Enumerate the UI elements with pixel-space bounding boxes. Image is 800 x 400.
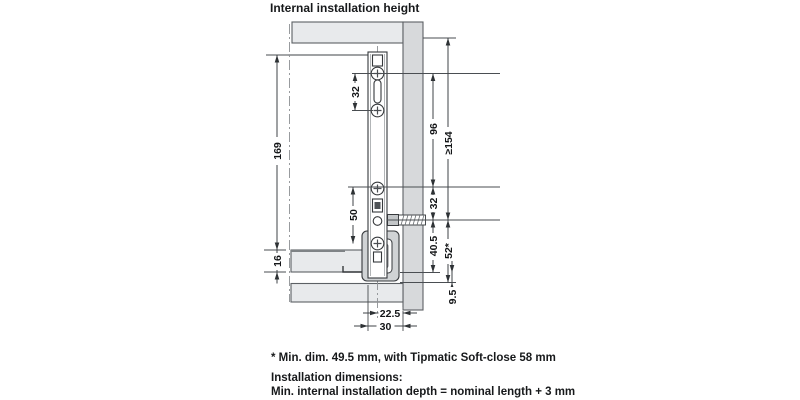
rail-low-slot <box>374 252 382 262</box>
dim-arrows <box>275 272 280 280</box>
dim-label-169: 169 <box>271 142 284 160</box>
dim-lower-hole-spacing <box>347 187 360 244</box>
dim-internal-height <box>270 55 284 250</box>
cabinet-bottom-panel <box>291 284 403 303</box>
dim-label-9-5: 9.5 <box>446 289 459 305</box>
dim-label-40-5: 40.5 <box>427 235 440 257</box>
footnote-detail: Min. internal installation depth = nominal length + 3 mm <box>271 385 576 398</box>
dim-wall-to-edge <box>354 320 417 333</box>
cabinet-panels <box>286 22 423 310</box>
back-fixing-rail <box>368 52 387 278</box>
dim-label-96: 96 <box>427 123 440 135</box>
footnote-heading: Installation dimensions: <box>271 372 403 384</box>
page-title: Internal installation height <box>270 1 420 15</box>
dim-min-internal-height <box>442 38 455 220</box>
rail-slot <box>374 80 381 103</box>
dim-bottom-clearance <box>446 261 459 308</box>
dim-label-32-right: 32 <box>427 197 440 210</box>
rail-top-slot <box>373 55 383 66</box>
rail-hole-small <box>373 217 382 226</box>
cabinet-side-wall <box>403 22 423 310</box>
dim-label-52: 52* <box>442 243 455 259</box>
dim-label-50: 50 <box>347 209 360 221</box>
dim-hole-spacing-32 <box>349 74 362 111</box>
dim-top-hole-height <box>427 74 440 188</box>
footnote-installation <box>271 372 575 399</box>
dim-label-22-5: 22.5 <box>379 307 401 320</box>
dim-hole-to-screw <box>427 187 440 220</box>
dim-screw-axis-height-alt <box>442 220 455 283</box>
rail-nut <box>375 202 381 209</box>
dim-screw-axis-height <box>427 220 440 273</box>
dim-label-30: 30 <box>379 320 392 333</box>
dim-label-32-top: 32 <box>349 86 362 98</box>
footnote-asterisk: * Min. dim. 49.5 mm, with Tipmatic Soft-close 58 mm <box>271 352 556 364</box>
dim-drawer-bottom-thickness <box>271 250 284 284</box>
drawer-bottom-panel <box>291 250 363 272</box>
dim-label-min154: ≥154 <box>442 131 455 155</box>
dim-label-16: 16 <box>271 255 284 267</box>
cabinet-top-panel <box>292 22 403 43</box>
